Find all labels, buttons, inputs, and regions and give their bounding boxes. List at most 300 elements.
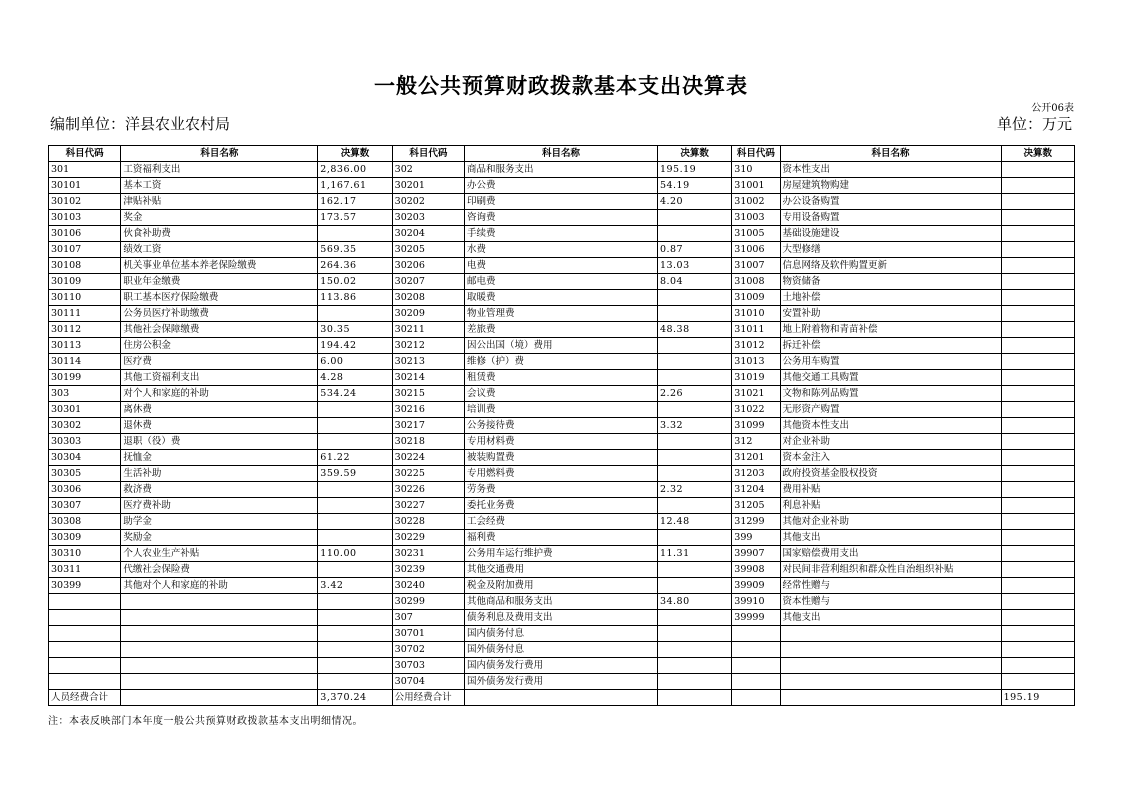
subject-code-cell: 301 — [49, 162, 121, 178]
amount-cell — [1001, 402, 1074, 418]
subject-code-cell — [49, 610, 121, 626]
table-row — [49, 354, 1075, 370]
amount-cell — [318, 626, 392, 642]
table-row — [49, 626, 1075, 642]
subject-name-cell: 文物和陈列品购置 — [780, 386, 1001, 402]
subject-name-cell — [780, 626, 1001, 642]
amount-cell — [318, 530, 392, 546]
amount-cell — [1001, 290, 1074, 306]
subject-code-cell: 39910 — [732, 594, 780, 610]
subject-name-cell: 专用设备购置 — [780, 210, 1001, 226]
subject-name-cell: 地上附着物和青苗补偿 — [780, 322, 1001, 338]
amount-cell: 569.35 — [318, 242, 392, 258]
subject-code-cell: 30228 — [392, 514, 464, 530]
header-cell: 决算数 — [318, 146, 392, 162]
amount-cell — [1001, 194, 1074, 210]
subject-code-cell: 31022 — [732, 402, 780, 418]
subject-code-cell: 30208 — [392, 290, 464, 306]
amount-cell — [657, 402, 731, 418]
subject-code-cell: 30225 — [392, 466, 464, 482]
subject-code-cell: 31001 — [732, 178, 780, 194]
subject-name-cell: 公务员医疗补助缴费 — [121, 306, 318, 322]
subject-name-cell: 拆迁补偿 — [780, 338, 1001, 354]
subject-code-cell: 30199 — [49, 370, 121, 386]
subject-code-cell: 30311 — [49, 562, 121, 578]
table-row — [49, 610, 1075, 626]
subject-code-cell: 312 — [732, 434, 780, 450]
amount-cell — [657, 530, 731, 546]
amount-cell: 4.20 — [657, 194, 731, 210]
subject-name-cell: 抚恤金 — [121, 450, 318, 466]
amount-cell: 150.02 — [318, 274, 392, 290]
header-cell: 科目名称 — [465, 146, 658, 162]
subject-name-cell: 房屋建筑物购建 — [780, 178, 1001, 194]
subject-code-cell: 303 — [49, 386, 121, 402]
amount-cell — [318, 418, 392, 434]
subject-name-cell: 经常性赠与 — [780, 578, 1001, 594]
amount-cell — [318, 610, 392, 626]
subject-name-cell: 债务利息及费用支出 — [465, 610, 658, 626]
subject-code-cell: 30227 — [392, 498, 464, 514]
subject-code-cell: 39999 — [732, 610, 780, 626]
amount-cell — [1001, 642, 1074, 658]
subject-code-cell: 30114 — [49, 354, 121, 370]
subject-code-cell — [732, 674, 780, 690]
table-row — [49, 290, 1075, 306]
amount-cell — [1001, 274, 1074, 290]
subject-code-cell: 30217 — [392, 418, 464, 434]
subject-code-cell: 31010 — [732, 306, 780, 322]
subject-name-cell: 津贴补贴 — [121, 194, 318, 210]
amount-cell: 30.35 — [318, 322, 392, 338]
subject-name-cell: 工会经费 — [465, 514, 658, 530]
amount-cell — [657, 674, 731, 690]
subject-code-cell: 307 — [392, 610, 464, 626]
amount-cell — [1001, 498, 1074, 514]
amount-cell — [318, 434, 392, 450]
amount-cell — [657, 370, 731, 386]
subject-name-cell: 其他工资福利支出 — [121, 370, 318, 386]
subject-code-cell: 30203 — [392, 210, 464, 226]
subject-code-cell — [49, 658, 121, 674]
table-row — [49, 194, 1075, 210]
table-row — [49, 210, 1075, 226]
subject-name-cell: 公务用车运行维护费 — [465, 546, 658, 562]
subject-name-cell: 维修（护）费 — [465, 354, 658, 370]
subject-code-cell: 31009 — [732, 290, 780, 306]
table-row — [49, 162, 1075, 178]
subject-name-cell: 国家赔偿费用支出 — [780, 546, 1001, 562]
subject-code-cell: 30305 — [49, 466, 121, 482]
amount-cell — [318, 658, 392, 674]
subject-code-cell: 30218 — [392, 434, 464, 450]
amount-cell: 1,167.61 — [318, 178, 392, 194]
subject-code-cell: 30108 — [49, 258, 121, 274]
subject-name-cell: 信息网络及软件购置更新 — [780, 258, 1001, 274]
subject-name-cell: 取暖费 — [465, 290, 658, 306]
subject-name-cell: 离休费 — [121, 402, 318, 418]
header-cell: 科目名称 — [121, 146, 318, 162]
amount-cell — [1001, 546, 1074, 562]
amount-cell: 13.03 — [657, 258, 731, 274]
amount-cell — [1001, 530, 1074, 546]
subject-name-cell: 因公出国（境）费用 — [465, 338, 658, 354]
amount-cell — [657, 562, 731, 578]
subject-code-cell: 30304 — [49, 450, 121, 466]
subject-name-cell: 对民间非营利组织和群众性自治组织补贴 — [780, 562, 1001, 578]
subject-code-cell: 31007 — [732, 258, 780, 274]
amount-cell — [657, 466, 731, 482]
amount-cell: 3.32 — [657, 418, 731, 434]
subject-name-cell: 个人农业生产补贴 — [121, 546, 318, 562]
footnote: 注：本表反映部门本年度一般公共预算财政拨款基本支出明细情况。 — [48, 716, 363, 727]
subject-name-cell: 救济费 — [121, 482, 318, 498]
amount-cell — [1001, 178, 1074, 194]
subject-code-cell: 30202 — [392, 194, 464, 210]
subject-code-cell: 31201 — [732, 450, 780, 466]
subject-code-cell: 30310 — [49, 546, 121, 562]
public-total-value: 195.19 — [1001, 690, 1074, 706]
subject-code-cell: 31002 — [732, 194, 780, 210]
table-row — [49, 402, 1075, 418]
subject-code-cell — [732, 658, 780, 674]
org-label: 编制单位：洋县农业农村局 — [50, 115, 231, 133]
subject-code-cell: 30209 — [392, 306, 464, 322]
subject-name-cell: 安置补助 — [780, 306, 1001, 322]
table-row — [49, 242, 1075, 258]
subject-code-cell: 30106 — [49, 226, 121, 242]
subject-name-cell — [780, 658, 1001, 674]
header-cell: 科目代码 — [392, 146, 464, 162]
subject-name-cell: 机关事业单位基本养老保险缴费 — [121, 258, 318, 274]
amount-cell: 12.48 — [657, 514, 731, 530]
subject-name-cell: 其他支出 — [780, 530, 1001, 546]
subject-code-cell: 30111 — [49, 306, 121, 322]
subject-code-cell: 31099 — [732, 418, 780, 434]
subject-code-cell: 399 — [732, 530, 780, 546]
amount-cell — [1001, 370, 1074, 386]
personnel-total-value: 3,370.24 — [318, 690, 392, 706]
subject-name-cell: 代缴社会保险费 — [121, 562, 318, 578]
subject-name-cell: 办公费 — [465, 178, 658, 194]
subject-code-cell: 31006 — [732, 242, 780, 258]
table-row — [49, 482, 1075, 498]
amount-cell — [1001, 594, 1074, 610]
table-row — [49, 562, 1075, 578]
amount-cell — [1001, 658, 1074, 674]
subject-name-cell: 奖励金 — [121, 530, 318, 546]
subject-name-cell — [121, 626, 318, 642]
subject-code-cell: 30102 — [49, 194, 121, 210]
subject-name-cell: 印刷费 — [465, 194, 658, 210]
subject-name-cell: 劳务费 — [465, 482, 658, 498]
subject-code-cell: 30702 — [392, 642, 464, 658]
subject-name-cell: 培训费 — [465, 402, 658, 418]
table-row — [49, 178, 1075, 194]
subject-code-cell: 31019 — [732, 370, 780, 386]
subject-name-cell: 伙食补助费 — [121, 226, 318, 242]
table-row — [49, 514, 1075, 530]
form-number: 公开06表 — [1031, 103, 1074, 114]
table-row — [49, 418, 1075, 434]
subject-code-cell: 30704 — [392, 674, 464, 690]
amount-cell — [1001, 626, 1074, 642]
subject-name-cell: 对个人和家庭的补助 — [121, 386, 318, 402]
subject-code-cell: 310 — [732, 162, 780, 178]
subject-name-cell: 邮电费 — [465, 274, 658, 290]
table-row — [49, 658, 1075, 674]
amount-cell — [657, 210, 731, 226]
subject-code-cell: 30299 — [392, 594, 464, 610]
subject-name-cell — [121, 610, 318, 626]
empty-cell — [657, 690, 731, 706]
subject-name-cell: 资本金注入 — [780, 450, 1001, 466]
subject-name-cell: 对企业补助 — [780, 434, 1001, 450]
subject-code-cell: 30216 — [392, 402, 464, 418]
subject-code-cell: 30211 — [392, 322, 464, 338]
subject-name-cell: 工资福利支出 — [121, 162, 318, 178]
amount-cell — [318, 226, 392, 242]
subject-name-cell: 医疗费补助 — [121, 498, 318, 514]
subject-name-cell — [121, 642, 318, 658]
subject-code-cell: 31005 — [732, 226, 780, 242]
subject-name-cell: 委托业务费 — [465, 498, 658, 514]
header-cell: 科目代码 — [49, 146, 121, 162]
amount-cell — [1001, 514, 1074, 530]
table-row — [49, 338, 1075, 354]
subject-code-cell: 30212 — [392, 338, 464, 354]
subject-name-cell: 商品和服务支出 — [465, 162, 658, 178]
subject-code-cell: 39908 — [732, 562, 780, 578]
subject-code-cell: 31011 — [732, 322, 780, 338]
amount-cell — [1001, 418, 1074, 434]
amount-cell: 113.86 — [318, 290, 392, 306]
table-row — [49, 642, 1075, 658]
subject-code-cell: 30207 — [392, 274, 464, 290]
amount-cell — [1001, 466, 1074, 482]
table-row — [49, 674, 1075, 690]
amount-cell: 110.00 — [318, 546, 392, 562]
amount-cell — [657, 578, 731, 594]
amount-cell — [1001, 578, 1074, 594]
table-row — [49, 306, 1075, 322]
amount-cell: 195.19 — [657, 162, 731, 178]
table-row — [49, 226, 1075, 242]
subject-code-cell: 30231 — [392, 546, 464, 562]
subject-name-cell: 物业管理费 — [465, 306, 658, 322]
subject-name-cell: 办公设备购置 — [780, 194, 1001, 210]
subject-code-cell: 30303 — [49, 434, 121, 450]
table-row — [49, 498, 1075, 514]
empty-cell — [780, 690, 1001, 706]
subject-name-cell: 其他资本性支出 — [780, 418, 1001, 434]
subject-name-cell: 国内债务发行费用 — [465, 658, 658, 674]
subject-code-cell: 30703 — [392, 658, 464, 674]
amount-cell — [318, 514, 392, 530]
amount-cell: 4.28 — [318, 370, 392, 386]
amount-cell — [318, 402, 392, 418]
subject-code-cell: 30226 — [392, 482, 464, 498]
amount-cell: 359.59 — [318, 466, 392, 482]
subject-name-cell — [121, 674, 318, 690]
subject-name-cell: 水费 — [465, 242, 658, 258]
amount-cell — [657, 338, 731, 354]
table-row — [49, 578, 1075, 594]
amount-cell: 11.31 — [657, 546, 731, 562]
subject-code-cell: 39907 — [732, 546, 780, 562]
subject-name-cell: 其他社会保障缴费 — [121, 322, 318, 338]
amount-cell — [1001, 482, 1074, 498]
subject-name-cell — [121, 658, 318, 674]
subject-name-cell: 退休费 — [121, 418, 318, 434]
subject-name-cell — [121, 594, 318, 610]
subject-name-cell: 资本性支出 — [780, 162, 1001, 178]
amount-cell: 48.38 — [657, 322, 731, 338]
subject-code-cell: 302 — [392, 162, 464, 178]
subject-name-cell: 公务用车购置 — [780, 354, 1001, 370]
subject-code-cell: 39909 — [732, 578, 780, 594]
amount-cell — [1001, 354, 1074, 370]
subject-code-cell: 30213 — [392, 354, 464, 370]
amount-cell: 2.26 — [657, 386, 731, 402]
table-row — [49, 370, 1075, 386]
subject-name-cell: 职业年金缴费 — [121, 274, 318, 290]
subject-code-cell: 30101 — [49, 178, 121, 194]
table-header-row — [49, 146, 1075, 162]
subject-code-cell — [732, 626, 780, 642]
amount-cell: 6.00 — [318, 354, 392, 370]
subject-name-cell: 费用补贴 — [780, 482, 1001, 498]
subject-code-cell: 31003 — [732, 210, 780, 226]
subject-name-cell: 助学金 — [121, 514, 318, 530]
amount-cell — [318, 498, 392, 514]
amount-cell: 2,836.00 — [318, 162, 392, 178]
subject-name-cell: 被装购置费 — [465, 450, 658, 466]
amount-cell — [657, 290, 731, 306]
subject-code-cell — [49, 594, 121, 610]
amount-cell — [318, 306, 392, 322]
subject-code-cell — [49, 626, 121, 642]
subject-name-cell: 其他支出 — [780, 610, 1001, 626]
expenditure-table — [48, 145, 1075, 706]
subject-code-cell: 31008 — [732, 274, 780, 290]
subject-code-cell: 30309 — [49, 530, 121, 546]
empty-cell — [465, 690, 658, 706]
table-row — [49, 258, 1075, 274]
table-row — [49, 530, 1075, 546]
amount-cell — [657, 626, 731, 642]
subject-name-cell: 国外债务付息 — [465, 642, 658, 658]
subject-name-cell: 手续费 — [465, 226, 658, 242]
subject-code-cell: 31012 — [732, 338, 780, 354]
table-row — [49, 322, 1075, 338]
subject-name-cell: 无形资产购置 — [780, 402, 1001, 418]
subject-code-cell: 30302 — [49, 418, 121, 434]
subject-name-cell: 电费 — [465, 258, 658, 274]
amount-cell — [1001, 322, 1074, 338]
subject-code-cell: 30205 — [392, 242, 464, 258]
amount-cell — [1001, 306, 1074, 322]
subject-code-cell: 31013 — [732, 354, 780, 370]
subject-name-cell: 土地补偿 — [780, 290, 1001, 306]
subject-code-cell: 30307 — [49, 498, 121, 514]
amount-cell — [657, 642, 731, 658]
subject-code-cell: 30113 — [49, 338, 121, 354]
subject-name-cell: 专用燃料费 — [465, 466, 658, 482]
amount-cell: 162.17 — [318, 194, 392, 210]
subject-name-cell: 其他商品和服务支出 — [465, 594, 658, 610]
subject-name-cell: 奖金 — [121, 210, 318, 226]
subject-code-cell — [732, 642, 780, 658]
amount-cell: 173.57 — [318, 210, 392, 226]
subject-code-cell: 30110 — [49, 290, 121, 306]
amount-cell — [1001, 562, 1074, 578]
amount-cell — [318, 594, 392, 610]
amount-cell — [1001, 450, 1074, 466]
subject-code-cell: 30399 — [49, 578, 121, 594]
amount-cell: 0.87 — [657, 242, 731, 258]
subject-code-cell — [49, 674, 121, 690]
subject-code-cell: 30214 — [392, 370, 464, 386]
table-row — [49, 546, 1075, 562]
amount-cell: 2.32 — [657, 482, 731, 498]
subject-name-cell: 绩效工资 — [121, 242, 318, 258]
page-title: 一般公共预算财政拨款基本支出决算表 — [374, 74, 748, 98]
subject-name-cell: 医疗费 — [121, 354, 318, 370]
subject-name-cell: 租赁费 — [465, 370, 658, 386]
amount-cell — [1001, 386, 1074, 402]
subject-name-cell: 基本工资 — [121, 178, 318, 194]
table-row — [49, 274, 1075, 290]
subject-code-cell: 30201 — [392, 178, 464, 194]
subject-name-cell: 公务接待费 — [465, 418, 658, 434]
amount-cell — [1001, 610, 1074, 626]
subject-name-cell: 政府投资基金股权投资 — [780, 466, 1001, 482]
unit-label: 单位：万元 — [996, 115, 1072, 133]
subject-code-cell: 30215 — [392, 386, 464, 402]
table-row — [49, 386, 1075, 402]
amount-cell — [1001, 434, 1074, 450]
subject-code-cell: 30229 — [392, 530, 464, 546]
header-cell: 科目名称 — [780, 146, 1001, 162]
subject-code-cell: 30204 — [392, 226, 464, 242]
subject-code-cell: 30206 — [392, 258, 464, 274]
subject-name-cell: 咨询费 — [465, 210, 658, 226]
subject-name-cell: 退职（役）费 — [121, 434, 318, 450]
subject-name-cell: 税金及附加费用 — [465, 578, 658, 594]
empty-cell — [732, 690, 780, 706]
amount-cell: 264.36 — [318, 258, 392, 274]
public-total-label: 公用经费合计 — [392, 690, 464, 706]
amount-cell — [657, 610, 731, 626]
subject-code-cell: 31204 — [732, 482, 780, 498]
subject-code-cell: 30109 — [49, 274, 121, 290]
amount-cell — [1001, 258, 1074, 274]
amount-cell — [318, 562, 392, 578]
subject-name-cell: 国内债务付息 — [465, 626, 658, 642]
subject-code-cell: 31205 — [732, 498, 780, 514]
amount-cell — [657, 354, 731, 370]
table-row — [49, 450, 1075, 466]
subject-name-cell — [780, 642, 1001, 658]
subject-code-cell: 30107 — [49, 242, 121, 258]
subject-name-cell: 住房公积金 — [121, 338, 318, 354]
amount-cell — [657, 498, 731, 514]
subject-code-cell: 31021 — [732, 386, 780, 402]
subject-name-cell: 其他对个人和家庭的补助 — [121, 578, 318, 594]
subject-name-cell: 差旅费 — [465, 322, 658, 338]
subject-code-cell: 30308 — [49, 514, 121, 530]
